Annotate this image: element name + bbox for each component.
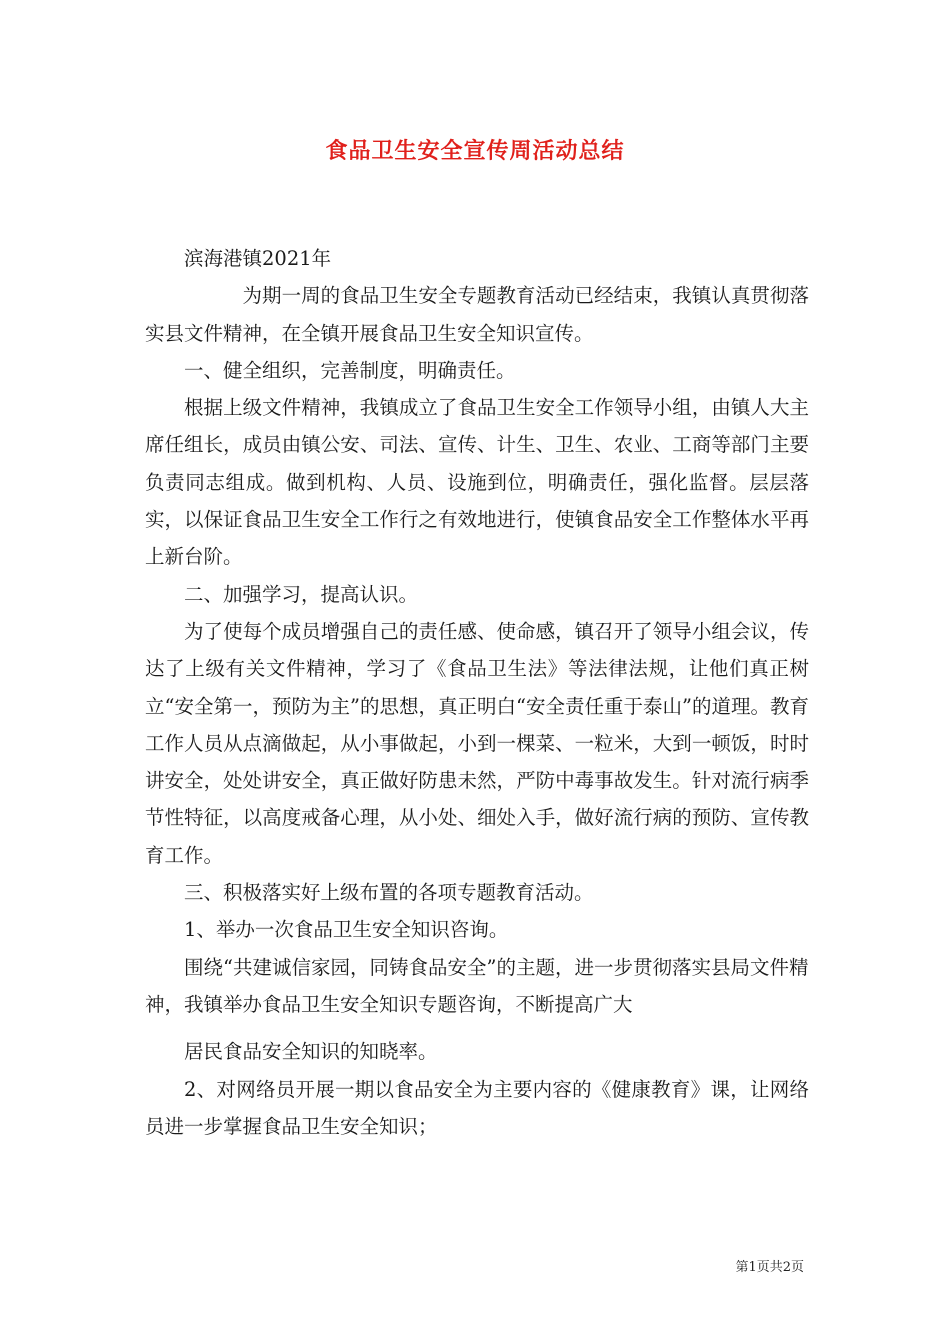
- paragraph-intro: 为期一周的食品卫生安全专题教育活动已经结束，我镇认真贯彻落实县文件精神，在全镇开展食品卫生安全知识宣传。: [145, 284, 809, 345]
- heading-section-3: 三、积极落实好上级布置的各项专题教育活动。: [184, 881, 594, 905]
- paragraph-section-2-body: 为了使每个成员增强自己的责任感、使命感，镇召开了领导小组会议，传达了上级有关文件精神，学习了《食品卫生法》等法律法规，让他们真正树立“安全第一，预防为主”的思想，真正明白“安全责任重于泰山”的道理。教育工作人员从点滴做起，从小事做起，小到一棵菜、一粒米，大到一顿饭，时时讲安全，处处讲安全，真正做好防患未然，严防中毒事故发生。针对流行病季节性特征，以高度戒备心理，从小处、细处入手，做好流行病的预防、宣传教育工作。: [145, 619, 809, 867]
- document-title: 食品卫生安全宣传周活动总结: [325, 138, 625, 164]
- document-body: [145, 240, 809, 1145]
- subheading-item-1: 1、举办一次食品卫生安全知识咨询。: [184, 918, 509, 942]
- heading-section-1: 一、健全组织，完善制度，明确责任。: [184, 358, 516, 382]
- paragraph-item-1-continued: 居民食品安全知识的知晓率。: [184, 1040, 438, 1064]
- heading-section-2: 二、加强学习，提高认识。: [184, 582, 419, 606]
- page-number: 第1页共2页: [735, 1260, 804, 1275]
- paragraph-item-2: 2、对网络员开展一期以食品安全为主要内容的《健康教育》课，让网络员进一步掌握食品卫生安全知识；: [145, 1077, 809, 1138]
- paragraph-dateline: 滨海港镇2021年: [184, 247, 332, 270]
- paragraph-item-1-body: 围绕“共建诚信家园，同铸食品安全”的主题，进一步贯彻落实县局文件精神，我镇举办食品卫生安全知识专题咨询，不断提高广大: [145, 955, 809, 1016]
- paragraph-section-1-body: 根据上级文件精神，我镇成立了食品卫生安全工作领导小组，由镇人大主席任组长，成员由镇公安、司法、宣传、计生、卫生、农业、工商等部门主要负责同志组成。做到机构、人员、设施到位，明确责任，强化监督。层层落实，以保证食品卫生安全工作行之有效地进行，使镇食品安全工作整体水平再上新台阶。: [145, 396, 809, 569]
